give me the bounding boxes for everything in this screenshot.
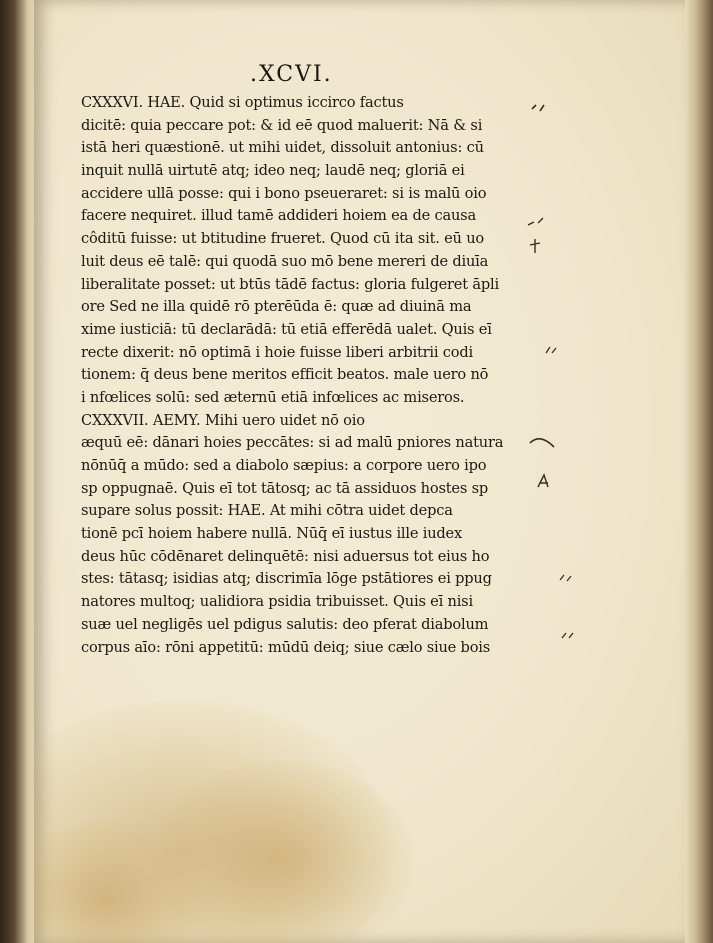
text-line: ore Sed ne illa quidē rō pterēūda ē: quæ ad diuinā ma [81, 298, 472, 316]
page-edge [685, 0, 713, 943]
text-line: côditū fuisse: ut btitudine frueret. Quod cū ita sit. eū uo [81, 230, 484, 248]
margin-mark [530, 439, 554, 447]
margin-mark [530, 239, 540, 253]
marginal-annotations-lower [540, 560, 600, 680]
text-line: istā heri quæstionē. ut mihi uidet, dissoluit antonius: cū [81, 139, 484, 157]
text-line: tionē pcī hoiem habere nullā. Nūq̄ eī iustus ille iudex [81, 525, 463, 543]
marginal-annotations [520, 95, 600, 515]
text-line: i nfœlices solū: sed æternū etiā infœlices ac miseros. [81, 388, 465, 406]
text-line: sp oppugnaē. Quis eī tot tātosq; ac tā assiduos hostes sp [81, 479, 489, 497]
text-line: facere nequiret. illud tamē addideri hoiem ea de causa [81, 207, 476, 225]
text-line: CXXXVI. HAE. Quid si optimus iccirco factus [81, 94, 404, 111]
text-block [81, 92, 521, 659]
margin-mark [528, 218, 543, 225]
text-line: accidere ullā posse: qui i bono pseueraret: si is malū oio [81, 184, 487, 202]
water-stain [154, 760, 414, 943]
margin-mark [546, 347, 556, 353]
text-line: deus hūc cōdēnaret delinquētē: nisi aduersus tot eius ho [81, 547, 490, 565]
water-stain [34, 820, 204, 943]
text-line: suæ uel negligēs uel pdigus salutis: deo pferat diabolum [81, 615, 489, 633]
text-line: tionem: q̄ deus bene meritos efficit beatos. male uero nō [81, 366, 489, 384]
text-line: luit deus eē talē: qui quodā suo mō bene mereri de diuīa [81, 252, 489, 270]
text-line: liberalitate posset: ut btūs tādē factus: gloria fulgeret āpli [81, 275, 499, 293]
folio-number: .XCVI. [250, 62, 333, 87]
text-line: xime iusticiā: tū declarādā: tū etiā efferēdā ualet. Quis eī [81, 320, 492, 338]
margin-mark [562, 633, 573, 638]
text-line: supare solus possit: HAE. At mihi cōtra uidet depca [81, 502, 453, 520]
text-line: inquit nullā uirtutē atq; ideo neq; laudē neq; gloriā ei [81, 162, 465, 180]
margin-mark [538, 475, 548, 487]
text-line: stes: tātasq; isidias atq; discrimīa lōge pstātiores ei ppug [81, 570, 492, 588]
text-line: dicitē: quia peccare pot: & id eē quod maluerit: Nā & si [81, 116, 483, 134]
text-line: corpus aīo: rōni appetitū: mūdū deiq; siue cælo siue bois [81, 638, 491, 656]
margin-mark [532, 105, 544, 111]
margin-mark [560, 575, 571, 581]
text-line: natores multoq; ualidiora psidia tribuisset. Quis eī nisi [81, 593, 473, 611]
text-line: nōnūq̄ a mūdo: sed a diabolo sæpius: a corpore uero ipo [81, 457, 487, 474]
water-stain [34, 700, 394, 943]
text-line: recte dixerit: nō optimā i hoie fuisse liberi arbitrii codi [81, 343, 473, 361]
text-line: CXXXVII. AEMY. Mihi uero uidet nō oio [81, 411, 365, 429]
text-line: æquū eē: dānari hoies peccātes: si ad malū pniores natura [81, 434, 504, 452]
